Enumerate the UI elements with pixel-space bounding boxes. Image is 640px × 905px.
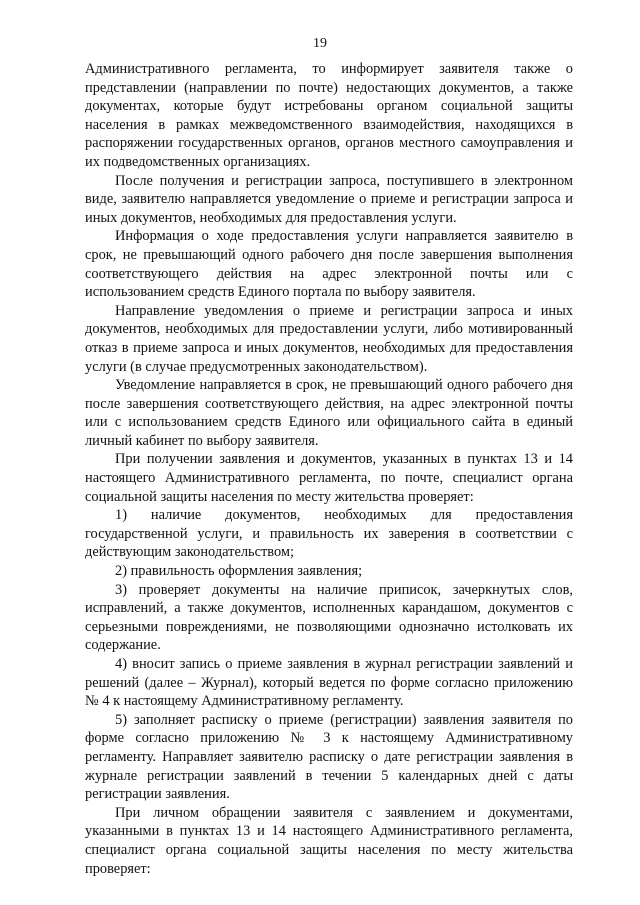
list-item-1: 1) наличие документов, необходимых для предоставления государственной услуги, и правильность их заверения в соответствии с действующим законодательством; bbox=[85, 507, 573, 561]
list-item-3: 3) проверяет документы на наличие приписок, зачеркнутых слов, исправлений, а также документов, исполненных карандашом, документов с серьезными повреждениями, не позволяющими однозначно истолковать их содержание. bbox=[85, 581, 573, 654]
paragraph-notification-deadline: Уведомление направляется в срок, не превышающий одного рабочего дня после завершения соответствующего действия, на адрес электронной почты или с использованием средств Единого или официального сайта в единый личный кабинет по выбору заявителя. bbox=[85, 377, 573, 449]
document-body bbox=[85, 60, 573, 878]
list-item-5: 5) заполняет расписку о приеме (регистрации) заявления заявителя по форме согласно приложению № 3 к настоящему Административному регламенту. Направляет заявителю расписку о дате регистрации заявления в журнале регистрации заявлений в течении 5 календарных дней с даты регистрации заявления. bbox=[85, 711, 573, 803]
paragraph-electronic-request: После получения и регистрации запроса, поступившего в электронном виде, заявителю направляется уведомление о приеме и регистрации запроса и иных документов, необходимых для предоставления услуги. bbox=[85, 172, 573, 226]
page-number: 19 bbox=[313, 36, 327, 51]
paragraph-personal-visit: При личном обращении заявителя с заявлением и документами, указанными в пунктах 13 и 14 настоящего Административного регламента, специалист органа социальной защиты населения по месту жительства проверяет: bbox=[85, 804, 573, 877]
paragraph-progress-info: Информация о ходе предоставления услуги направляется заявителю в срок, не превышающий одного рабочего дня после завершения выполнения соответствующего действия на адрес электронной почты или с использованием средств Единого портала по выбору заявителя. bbox=[85, 228, 573, 301]
list-item-4: 4) вносит запись о приеме заявления в журнал регистрации заявлений и решений (далее – Журнал), который ведется по форме согласно приложению № 4 к настоящему Административному регламенту. bbox=[85, 656, 573, 710]
paragraph-postal-check: При получении заявления и документов, указанных в пунктах 13 и 14 настоящего Административного регламента, по почте, специалист органа социальной защиты населения по месту жительства проверяет: bbox=[85, 451, 573, 505]
paragraph-continuation: Административного регламента, то информирует заявителя также о представлении (направлении по почте) недостающих документов, а также документах, которые будут истребованы органом социальной защиты населения в рамках межведомственного взаимодействия, находящихся в распоряжении государственных органов, органов местного самоуправления и их подведомственных организациях. bbox=[85, 61, 573, 170]
paragraph-notification-direction: Направление уведомления о приеме и регистрации запроса и иных документов, необходимых для предоставлении услуги, либо мотивированный отказ в приеме запроса и иных документов, необходимых для предоставления услуги (в случае предусмотренных законодательством). bbox=[85, 302, 573, 375]
list-item-2: 2) правильность оформления заявления; bbox=[115, 563, 363, 580]
